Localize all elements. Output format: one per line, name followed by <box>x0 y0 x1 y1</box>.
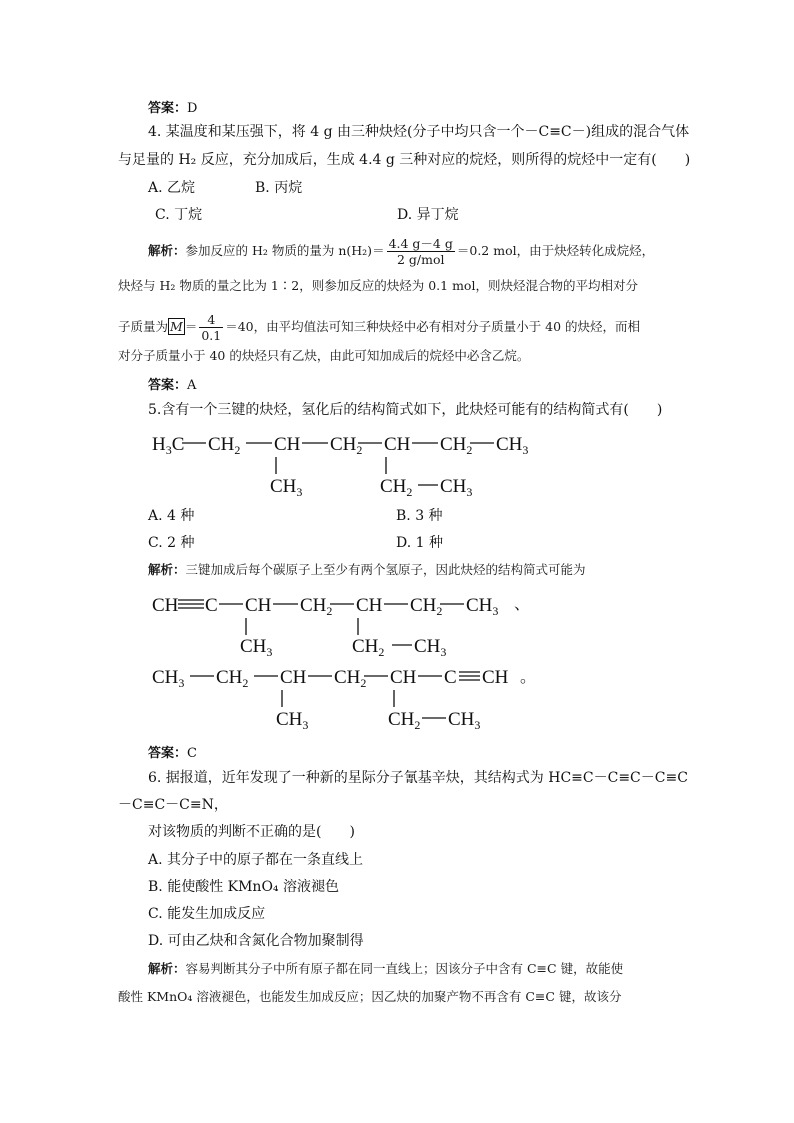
svg-text:CH3: $CH_3$ <box>270 476 303 499</box>
svg-text:CH: CH <box>390 667 417 688</box>
structure-end-mark: 。 <box>520 667 537 686</box>
analysis-text: ＝0.2 mol，由于炔烃转化成烷烃， <box>456 243 655 258</box>
answer-value: D <box>187 101 198 116</box>
analysis-6-line1 <box>148 959 623 979</box>
svg-text:CH3: $CH_3$ <box>276 709 309 732</box>
q5-stem: 5.含有一个三键的炔烃，氢化后的结构简式如下，此炔烃可能有的结构简式有( ) <box>148 402 663 418</box>
fraction-numerator: 4 <box>199 312 223 328</box>
structure-separator: 、 <box>514 594 531 613</box>
q4-stem-line1: 4. 某温度和某压强下，将 4 g 由三种炔烃(分子中均只含一个－C≡C－)组成的混合气体 <box>148 124 690 140</box>
q5-option-c: C. 2 种 <box>148 535 195 551</box>
q6-stem-line2: －C≡C－C≡N， <box>118 797 228 813</box>
q4-option-c: C. 丁烷 <box>155 207 203 223</box>
answer-label: 答案： <box>148 746 188 761</box>
svg-text:CH: CH <box>356 595 383 616</box>
svg-text:CH3: $CH_3$ <box>152 667 185 690</box>
svg-text:CH3: $CH_3$ <box>496 434 529 457</box>
analysis-label: 解析： <box>148 243 186 258</box>
q5-option-b: B. 3 种 <box>396 508 443 524</box>
q4-option-d: D. 异丁烷 <box>397 207 459 223</box>
q4-option-b: B. 丙烷 <box>255 180 303 196</box>
answer-value: C <box>187 746 197 761</box>
svg-text:CH2: $CH_2$ <box>440 434 473 457</box>
analysis-label: 解析： <box>148 562 186 577</box>
q5-alkane-structure <box>152 434 528 499</box>
svg-text:CH: CH <box>280 667 307 688</box>
svg-text:CH2: $CH_2$ <box>334 667 367 690</box>
analysis-text: 子质量为 <box>118 319 169 334</box>
svg-text:C: C <box>444 667 457 688</box>
answer-value: A <box>187 378 197 393</box>
svg-text:CH2: $CH_2$ <box>216 667 249 690</box>
analysis-5 <box>148 560 586 580</box>
analysis-text: 三键加成后每个碳原子上至少有两个氢原子，因此炔烃的结构简式可能为 <box>185 562 586 577</box>
svg-text:CH2: $CH_2$ <box>330 434 363 457</box>
analysis-text: 参加反应的 H₂ 物质的量为 n(H₂)＝ <box>185 243 385 258</box>
svg-text:H3C: $H_3C$ <box>152 434 185 457</box>
q6-option-a: A. 其分子中的原子都在一条直线上 <box>148 852 364 868</box>
analysis-text: ＝ <box>184 319 198 334</box>
analysis-text: 容易判断其分子中所有原子都在同一直线上；因该分子中含有 C≡C 键，故能使 <box>185 961 624 976</box>
svg-text:CH: CH <box>482 667 509 688</box>
q5-option-a: A. 4 种 <box>148 508 195 524</box>
svg-text:CH3: $CH_3$ <box>440 476 473 499</box>
alkyne-structure-2 <box>152 667 509 732</box>
fraction-denominator: 0.1 <box>201 328 222 343</box>
answer-label: 答案： <box>148 101 188 116</box>
svg-text:CH3: $CH_3$ <box>448 709 481 732</box>
svg-text:CH2: $CH_2$ <box>380 476 413 499</box>
svg-text:CH2: $CH_2$ <box>410 595 443 618</box>
svg-text:CH: CH <box>152 595 179 616</box>
svg-text:CH3: $CH_3$ <box>240 636 273 659</box>
svg-text:CH2: $CH_2$ <box>352 636 385 659</box>
answer-label: 答案： <box>148 378 188 393</box>
q4-option-a: A. 乙烷 <box>148 180 196 196</box>
q6-option-b: B. 能使酸性 KMnO₄ 溶液褪色 <box>148 879 339 895</box>
fraction-numerator: 4.4 g－4 g <box>388 236 453 251</box>
q4-stem-line2: 与足量的 H₂ 反应，充分加成后，生成 4.4 g 三种对应的烷烃，则所得的烷烃中一定有( ) <box>118 152 691 168</box>
svg-text:CH: CH <box>384 434 411 455</box>
alkyne-structure-1 <box>152 595 498 659</box>
analysis-6-line2: 酸性 KMnO₄ 溶液褪色，也能发生加成反应；因乙炔的加聚产物不再含有 C≡C 键，故该分 <box>118 989 622 1004</box>
q6-stem-line3: 对该物质的判断不正确的是( ) <box>148 824 355 840</box>
mean-molar-mass-symbol: M <box>170 319 183 334</box>
analysis-4-line4: 对分子质量小于 40 的炔烃只有乙炔，由此可知加成后的烷烃中必含乙烷。 <box>118 348 530 363</box>
svg-text:CH: CH <box>274 434 301 455</box>
svg-text:CH3: $CH_3$ <box>414 636 447 659</box>
svg-text:CH3: $CH_3$ <box>466 595 499 618</box>
fraction-denominator: 2 g/mol <box>396 252 445 267</box>
q6-option-d: D. 可由乙炔和含氮化合物加聚制得 <box>148 933 364 949</box>
svg-text:C: C <box>205 595 218 616</box>
q6-option-c: C. 能发生加成反应 <box>148 906 266 922</box>
svg-text:CH2: $CH_2$ <box>208 434 241 457</box>
analysis-label: 解析： <box>148 961 186 976</box>
q6-stem-line1: 6. 据报道，近年发现了一种新的星际分子氰基辛炔，其结构式为 HC≡C－C≡C－C≡C <box>148 770 688 786</box>
svg-text:CH: CH <box>245 595 272 616</box>
analysis-4-line2: 炔烃与 H₂ 物质的量之比为 1∶2，则参加反应的炔烃为 0.1 mol，则炔烃混合物的平均相对分 <box>118 278 638 293</box>
svg-text:CH2: $CH_2$ <box>300 595 333 618</box>
analysis-text: ＝40，由平均值法可知三种炔烃中必有相对分子质量小于 40 的炔烃，而相 <box>225 319 640 334</box>
q5-option-d: D. 1 种 <box>396 535 443 551</box>
answer-5 <box>148 742 197 761</box>
svg-text:CH2: $CH_2$ <box>388 709 421 732</box>
